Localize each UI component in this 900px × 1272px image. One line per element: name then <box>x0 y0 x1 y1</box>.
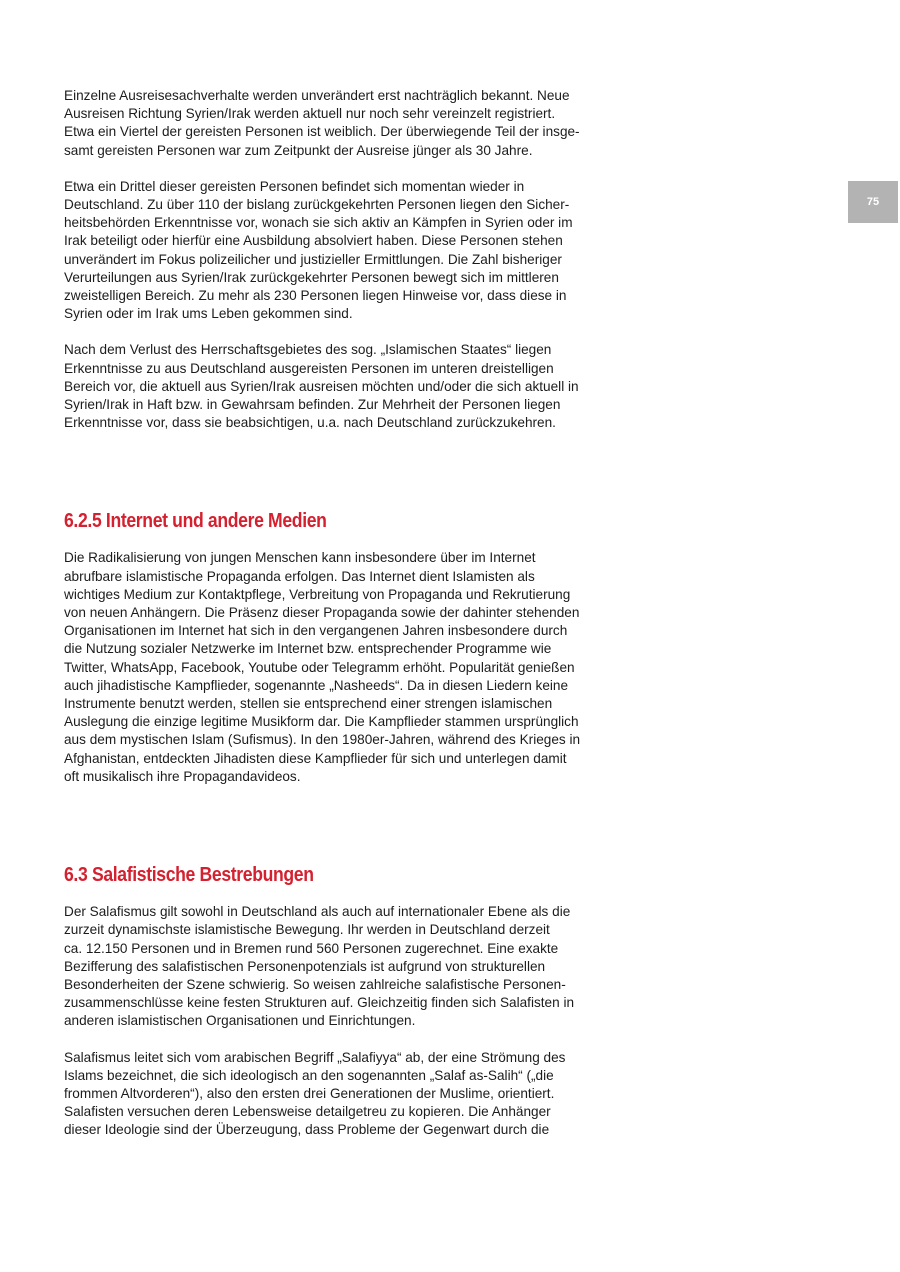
text-line: zusammenschlüsse keine festen Strukturen auf. Gleichzeitig finden sich Salafisten in <box>64 995 575 1011</box>
text-line: unverändert im Fokus polizeilicher und justizieller Ermittlungen. Die Zahl bisheriger <box>64 251 562 267</box>
paragraph <box>64 1049 624 1140</box>
text-line: Islams bezeichnet, die sich ideologisch an den sogenannten „Salaf as-Salih“ („die <box>64 1067 554 1083</box>
text-line: Einzelne Ausreisesachverhalte werden unverändert erst nachträglich bekannt. Neue <box>64 88 570 103</box>
page-number-tab <box>848 181 898 223</box>
paragraph <box>64 341 624 432</box>
text-line: heitsbehörden Erkenntnisse vor, wonach sie sich aktiv an Kämpfen in Syrien oder im <box>64 215 573 231</box>
text-line: wichtiges Medium zur Kontaktpflege, Verbreitung von Propaganda und Rekrutierung <box>64 586 571 602</box>
text-line: Syrien/Irak in Haft bzw. in Gewahrsam befinden. Zur Mehrheit der Personen liegen <box>64 397 561 413</box>
text-line: von neuen Anhängern. Die Präsenz dieser Propaganda sowie der dahinter stehenden <box>64 605 580 621</box>
text-line: Die Radikalisierung von jungen Menschen kann insbesondere über im Internet <box>64 550 536 566</box>
text-line: Der Salafismus gilt sowohl in Deutschland als auch auf internationaler Ebene als die <box>64 904 571 920</box>
text-line: Salafismus leitet sich vom arabischen Begriff „Salafiyya“ ab, der eine Strömung des <box>64 1049 566 1065</box>
text-line: Besonderheiten der Szene schwierig. So weisen zahlreiche salafistische Personen- <box>64 976 566 992</box>
page-number: 75 <box>866 196 880 208</box>
text-line: Ausreisen Richtung Syrien/Irak werden aktuell nur noch sehr vereinzelt registriert. <box>64 106 556 122</box>
text-line: Etwa ein Drittel dieser gereisten Personen befindet sich momentan wieder in <box>64 178 525 194</box>
text-line: dieser Ideologie sind der Überzeugung, dass Probleme der Gegenwart durch die <box>64 1122 550 1138</box>
text-line: die Nutzung sozialer Netzwerke im Internet bzw. entsprechender Programme wie <box>64 641 552 657</box>
text-line: Etwa ein Viertel der gereisten Personen ist weiblich. Der überwiegende Teil der insge- <box>64 124 580 140</box>
text-line: Bezifferung des salafistischen Personenpotenzials ist aufgrund von strukturellen <box>64 958 546 974</box>
text-line: abrufbare islamistische Propaganda erfolgen. Das Internet dient Islamisten als <box>64 568 535 584</box>
text-line: Deutschland. Zu über 110 der bislang zurückgekehrten Personen liegen den Sicher- <box>64 197 570 213</box>
section-heading: 6.3 Salafistische Bestrebungen <box>64 864 314 887</box>
text-line: Auslegung die einzige legitime Musikform dar. Die Kampflieder stammen ursprünglich <box>64 714 579 730</box>
text-line: Verurteilungen aus Syrien/Irak zurückgekehrter Personen bewegt sich im mittleren <box>64 269 559 285</box>
text-line: oft musikalisch ihre Propagandavideos. <box>64 768 301 784</box>
text-line: aus dem mystischen Islam (Sufismus). In den 1980er-Jahren, während des Krieges in <box>64 732 581 748</box>
text-line: Afghanistan, entdeckten Jihadisten diese Kampflieder für sich und unterlegen damit <box>64 750 567 766</box>
text-line: Instrumente benutzt werden, stellen sie entsprechend einer strengen islamischen <box>64 696 553 712</box>
paragraph <box>64 178 624 324</box>
text-line: zurzeit dynamischste islamistische Bewegung. Ihr werden in Deutschland derzeit <box>64 922 550 938</box>
text-line: anderen islamistischen Organisationen und Einrichtungen. <box>64 1013 416 1029</box>
section-heading: 6.2.5 Internet und andere Medien <box>64 510 327 533</box>
text-line: ca. 12.150 Personen und in Bremen rund 560 Personen zugerechnet. Eine exakte <box>64 940 559 956</box>
text-line: Erkenntnisse zu aus Deutschland ausgereisten Personen im unteren dreistelligen <box>64 360 554 376</box>
paragraph <box>64 903 624 1030</box>
text-line: samt gereisten Personen war zum Zeitpunkt der Ausreise jünger als 30 Jahre. <box>64 142 533 158</box>
text-line: auch jihadistische Kampflieder, sogenannte „Nasheeds“. Da in diesen Liedern keine <box>64 677 569 693</box>
document-body <box>64 87 624 1140</box>
text-line: zweistelligen Bereich. Zu mehr als 230 Personen liegen Hinweise vor, dass diese in <box>64 288 567 304</box>
text-line: Salafisten versuchen deren Lebensweise detailgetreu zu kopieren. Die Anhänger <box>64 1104 551 1120</box>
paragraph <box>64 87 624 160</box>
text-line: Irak beteiligt oder hierfür eine Ausbildung absolviert haben. Diese Personen stehen <box>64 233 563 249</box>
text-line: Bereich vor, die aktuell aus Syrien/Irak ausreisen möchten und/oder die sich aktuell in <box>64 378 579 394</box>
text-line: frommen Altvorderen“), also den ersten drei Generationen der Muslime, orientiert. <box>64 1085 555 1101</box>
text-line: Syrien oder im Irak ums Leben gekommen sind. <box>64 306 353 322</box>
text-line: Nach dem Verlust des Herrschaftsgebietes des sog. „Islamischen Staates“ liegen <box>64 342 552 358</box>
text-line: Twitter, WhatsApp, Facebook, Youtube oder Telegramm erhöht. Popularität genießen <box>64 659 575 675</box>
paragraph <box>64 549 624 786</box>
text-line: Erkenntnisse vor, dass sie beabsichtigen, u.a. nach Deutschland zurückzukehren. <box>64 415 556 431</box>
text-line: Organisationen im Internet hat sich in den vergangenen Jahren insbesondere durch <box>64 623 568 639</box>
